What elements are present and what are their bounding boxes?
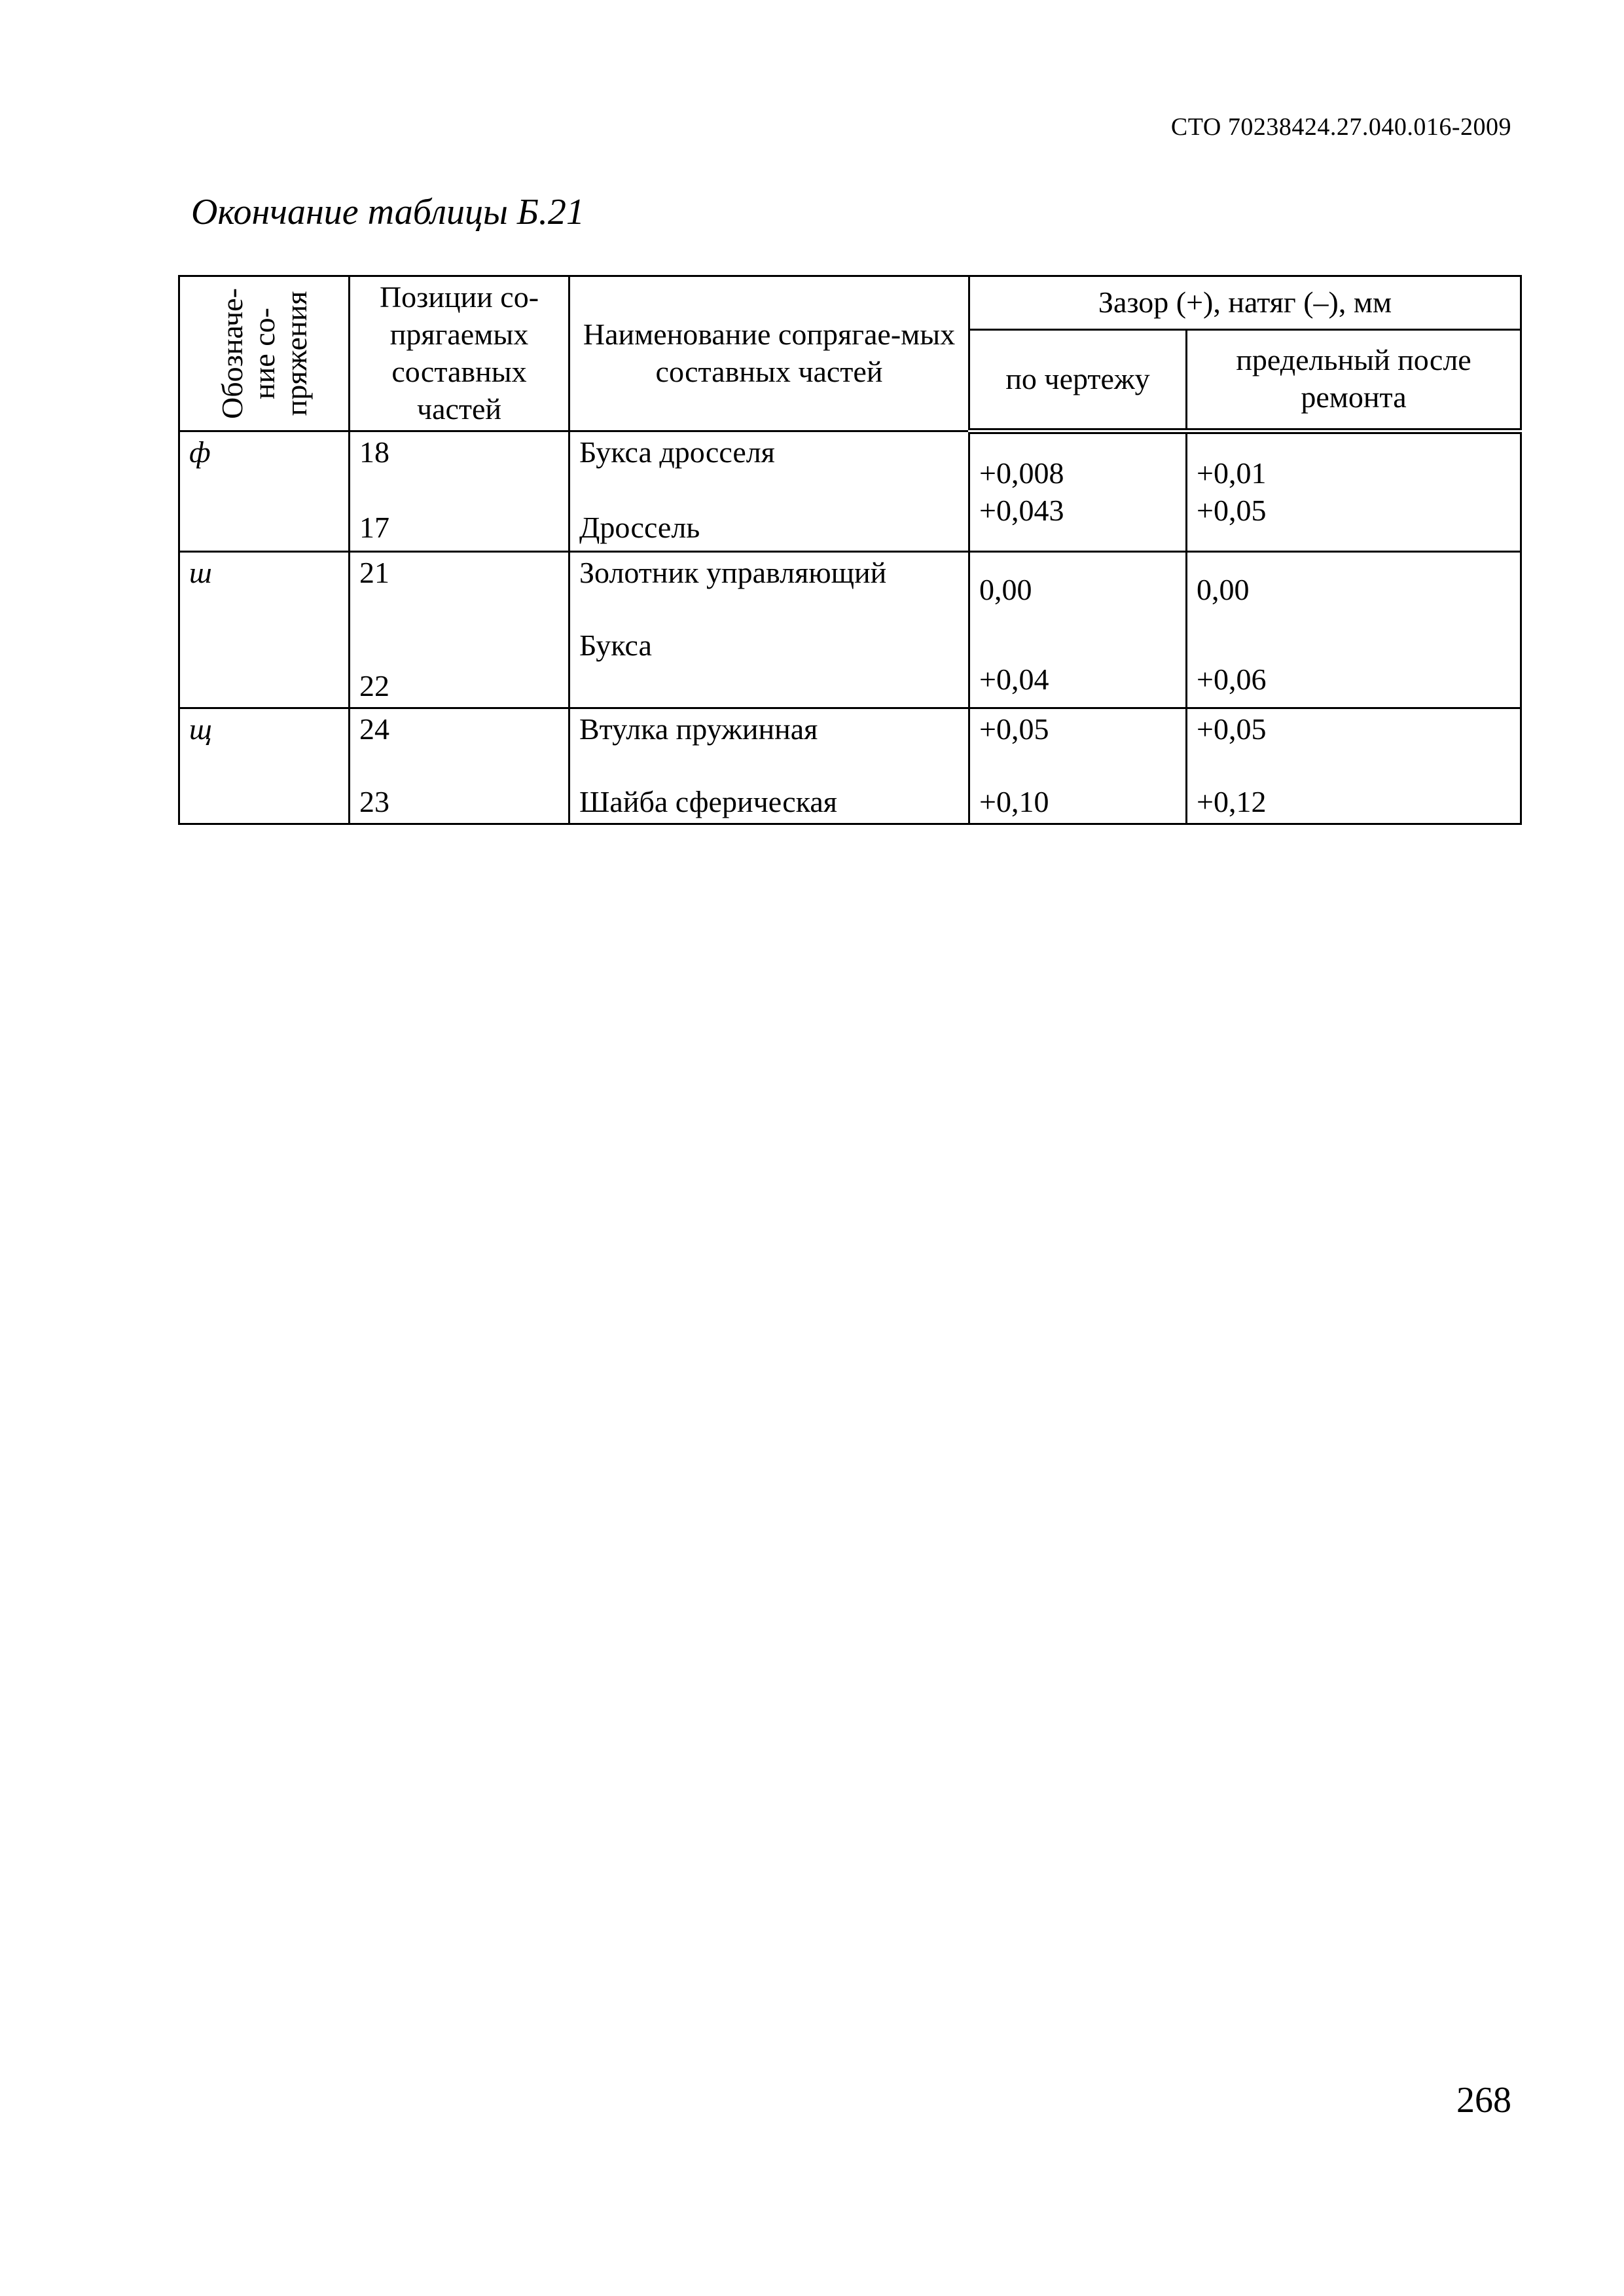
- part-name-bottom: Шайба сферическая: [579, 785, 837, 819]
- table-row: [179, 552, 1521, 708]
- drawing-value-bottom: +0,043: [979, 494, 1064, 528]
- by-drawing-cell: [969, 552, 1187, 708]
- part-name-bottom: Дроссель: [579, 511, 700, 545]
- header-by-drawing: по чертежу: [969, 329, 1187, 431]
- drawing-value-bottom: +0,10: [979, 785, 1049, 819]
- header-designation: [179, 276, 350, 431]
- limit-cell: [1187, 552, 1521, 708]
- fits-table-container: [178, 275, 1520, 825]
- name-cell: [569, 708, 969, 824]
- table-row: [179, 431, 1521, 552]
- limit-value-top: +0,05: [1197, 712, 1267, 746]
- designation-symbol: ф: [189, 435, 211, 469]
- limit-value-bottom: +0,05: [1197, 494, 1267, 528]
- header-positions: Позиции со-прягаемых составных частей: [350, 276, 569, 431]
- drawing-value-top: 0,00: [979, 573, 1032, 607]
- position-top: 21: [359, 556, 389, 590]
- designation-symbol: щ: [189, 712, 212, 746]
- position-bottom: 22: [359, 669, 389, 703]
- limit-cell: [1187, 708, 1521, 824]
- document-code: СТО 70238424.27.040.016-2009: [1170, 113, 1511, 141]
- positions-cell: [350, 552, 569, 708]
- positions-cell: [350, 431, 569, 552]
- page-number: 268: [1456, 2080, 1511, 2121]
- header-designation-text: Обозначе-ние со-пряжения: [215, 288, 312, 419]
- limit-value-top: +0,01: [1197, 456, 1267, 490]
- header-name: Наименование сопрягае-мых составных частей: [569, 276, 969, 431]
- header-gap-group: Зазор (+), натяг (–), мм: [969, 276, 1521, 330]
- part-name-bottom: Букса: [579, 629, 652, 663]
- table-row: [179, 708, 1521, 824]
- name-cell: [569, 552, 969, 708]
- part-name-top: Золотник управляющий: [579, 556, 887, 590]
- designation-cell: [179, 431, 350, 552]
- table-caption: Окончание таблицы Б.21: [191, 192, 585, 232]
- part-name-top: Букса дросселя: [579, 435, 775, 469]
- limit-value-top: 0,00: [1197, 573, 1250, 607]
- drawing-value-bottom: +0,04: [979, 663, 1049, 697]
- positions-cell: [350, 708, 569, 824]
- designation-symbol: ш: [189, 556, 212, 590]
- part-name-top: Втулка пружинная: [579, 712, 818, 746]
- position-bottom: 23: [359, 785, 389, 819]
- limit-value-bottom: +0,12: [1197, 785, 1267, 819]
- position-top: 18: [359, 435, 389, 469]
- by-drawing-cell: [969, 708, 1187, 824]
- limit-cell: [1187, 431, 1521, 552]
- designation-cell: [179, 708, 350, 824]
- drawing-value-top: +0,008: [979, 456, 1064, 490]
- position-top: 24: [359, 712, 389, 746]
- fits-table: [178, 275, 1522, 825]
- by-drawing-cell: [969, 431, 1187, 552]
- limit-value-bottom: +0,06: [1197, 663, 1267, 697]
- header-limit-after-repair: предельный после ремонта: [1187, 329, 1521, 431]
- drawing-value-top: +0,05: [979, 712, 1049, 746]
- position-bottom: 17: [359, 511, 389, 545]
- name-cell: [569, 431, 969, 552]
- designation-cell: [179, 552, 350, 708]
